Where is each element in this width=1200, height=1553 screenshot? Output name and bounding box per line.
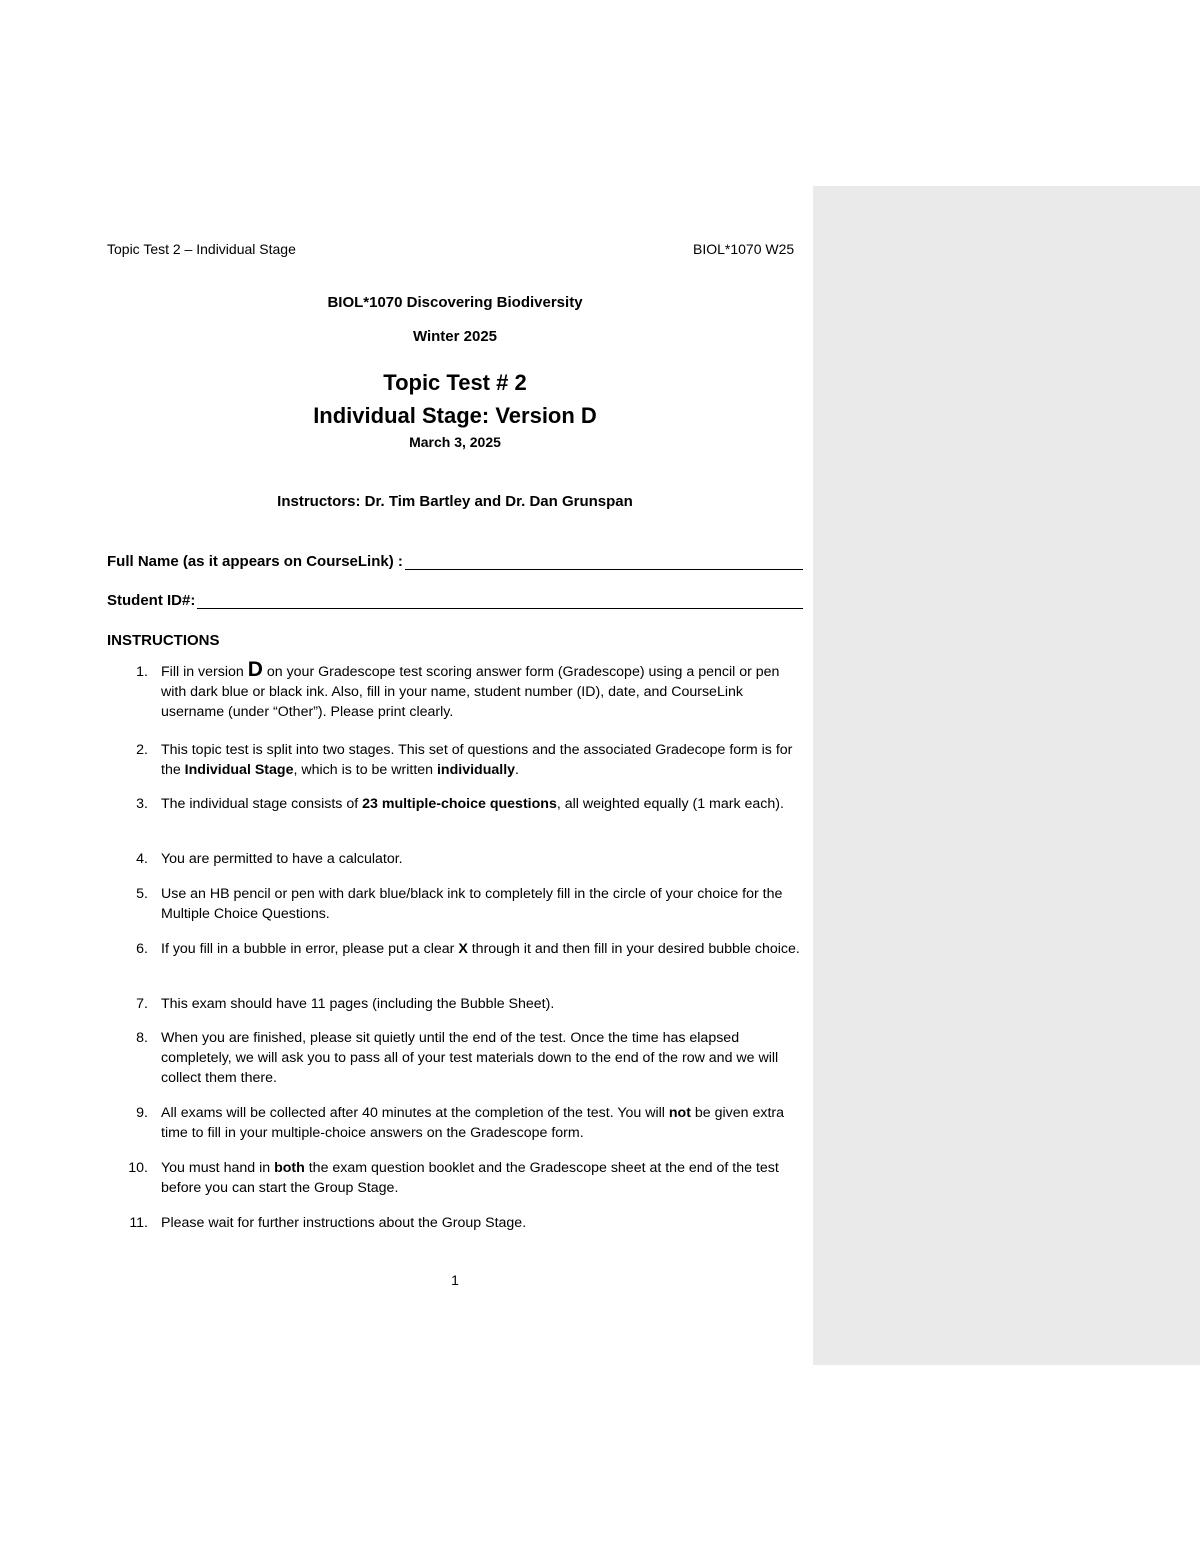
test-title: Topic Test # 2 bbox=[383, 370, 527, 395]
item-number: 4. bbox=[136, 851, 148, 867]
item-text: This topic test is split into two stages. This set of questions and the associated Gradecope form is for the Individual Stage, which is to be written individually. bbox=[161, 742, 793, 778]
item-text: This exam should have 11 pages (including the Bubble Sheet). bbox=[161, 996, 555, 1012]
full-name-label: Full Name (as it appears on CourseLink) : bbox=[107, 553, 403, 570]
student-id-field bbox=[107, 592, 803, 609]
item-text: If you fill in a bubble in error, please put a clear X through it and then fill in your desired bubble choice. bbox=[161, 941, 800, 957]
item-number: 9. bbox=[136, 1105, 148, 1121]
item-text: Fill in version D on your Gradescope test scoring answer form (Gradescope) using a pencil or pen with dark blue or black ink. Also, fill in your name, student number (ID), date, and CourseLink username (under “Other”). Please print clearly. bbox=[161, 658, 780, 720]
item-text: All exams will be collected after 40 minutes at the completion of the test. You will not be given extra time to fill in your multiple-choice answers on the Gradescope form. bbox=[161, 1105, 785, 1141]
item-number: 11. bbox=[129, 1215, 148, 1231]
full-name-blank[interactable] bbox=[405, 555, 803, 570]
item-text: When you are finished, please sit quietly until the end of the test. Once the time has elapsed completely, we will ask you to pass all of your test materials down to the end of the row and we will collect them there. bbox=[161, 1030, 779, 1086]
course-title: BIOL*1070 Discovering Biodiversity bbox=[327, 294, 583, 311]
item-number: 5. bbox=[136, 886, 148, 902]
item-text: Use an HB pencil or pen with dark blue/black ink to completely fill in the circle of your choice for the Multiple Choice Questions. bbox=[161, 886, 783, 922]
test-version-title: Individual Stage: Version D bbox=[313, 403, 597, 428]
item-number: 3. bbox=[136, 796, 148, 812]
item-number: 6. bbox=[136, 941, 148, 957]
student-id-blank[interactable] bbox=[197, 594, 803, 609]
item-number: 1. bbox=[136, 664, 148, 680]
item-number: 10. bbox=[128, 1160, 148, 1176]
full-name-field bbox=[107, 553, 803, 570]
header-left: Topic Test 2 – Individual Stage bbox=[107, 241, 296, 257]
instructors: Instructors: Dr. Tim Bartley and Dr. Dan Grunspan bbox=[277, 493, 633, 510]
item-text: The individual stage consists of 23 multiple-choice questions, all weighted equally (1 mark each). bbox=[161, 796, 784, 812]
instructions-heading: INSTRUCTIONS bbox=[107, 632, 220, 649]
student-id-label: Student ID#: bbox=[107, 592, 196, 609]
comment-pane bbox=[813, 186, 1200, 1365]
item-text: Please wait for further instructions about the Group Stage. bbox=[161, 1215, 527, 1231]
page-number: 1 bbox=[451, 1272, 459, 1288]
version-letter: D bbox=[247, 658, 263, 681]
item-number: 7. bbox=[136, 996, 148, 1012]
item-number: 2. bbox=[136, 742, 148, 758]
item-text: You must hand in both the exam question booklet and the Gradescope sheet at the end of the test before you can start the Group Stage. bbox=[161, 1160, 779, 1196]
test-date: March 3, 2025 bbox=[409, 434, 501, 450]
item-number: 8. bbox=[136, 1030, 148, 1046]
item-text: You are permitted to have a calculator. bbox=[161, 851, 403, 867]
term: Winter 2025 bbox=[412, 328, 498, 345]
header-right: BIOL*1070 W25 bbox=[693, 241, 795, 257]
